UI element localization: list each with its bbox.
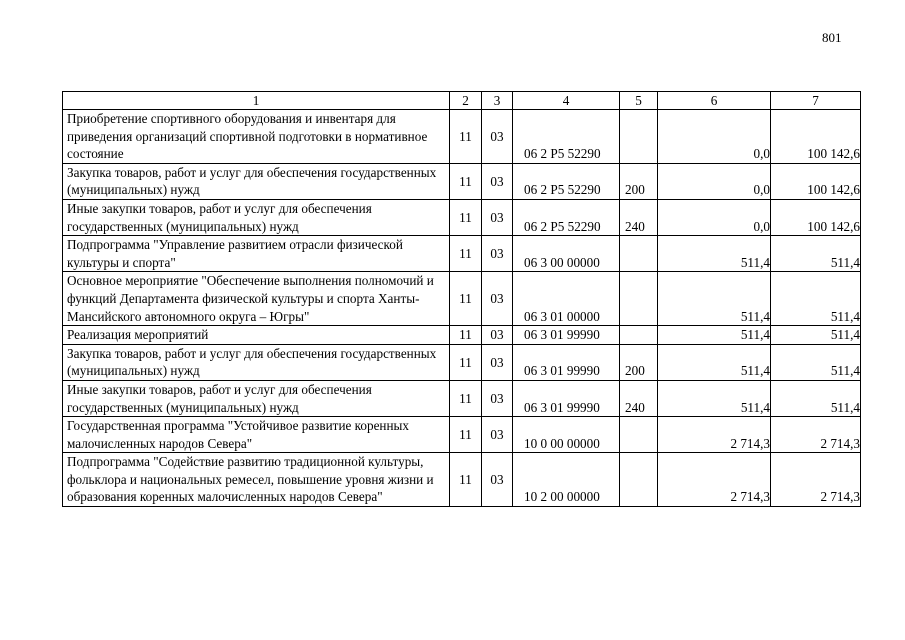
row-expense-type (620, 417, 658, 453)
page-number: 801 (822, 30, 842, 45)
row-section: 11 (450, 326, 482, 345)
row-subsection: 03 (482, 110, 513, 164)
row-section: 11 (450, 236, 482, 272)
row-expense-type: 200 (620, 163, 658, 199)
row-expense-type (620, 110, 658, 164)
row-subsection: 03 (482, 199, 513, 235)
row-amount-2: 2 714,3 (771, 453, 861, 507)
header-col-2: 2 (450, 92, 482, 110)
row-target-code: 10 2 00 00000 (513, 453, 620, 507)
row-name: Закупка товаров, работ и услуг для обеспечения государственных (муниципальных) нужд (63, 344, 450, 380)
row-amount-2: 511,4 (771, 272, 861, 326)
row-amount-1: 0,0 (658, 163, 771, 199)
row-section: 11 (450, 163, 482, 199)
row-amount-1: 2 714,3 (658, 453, 771, 507)
row-amount-1: 511,4 (658, 344, 771, 380)
row-subsection: 03 (482, 272, 513, 326)
row-expense-type (620, 326, 658, 345)
table-row (63, 163, 861, 199)
row-subsection: 03 (482, 163, 513, 199)
row-name: Приобретение спортивного оборудования и инвентаря для приведения организаций спортивной подготовки в нормативное состояние (63, 110, 450, 164)
table-row (63, 272, 861, 326)
row-expense-type: 240 (620, 199, 658, 235)
table-row (63, 380, 861, 416)
table-row (63, 326, 861, 345)
row-name: Основное мероприятие "Обеспечение выполнения полномочий и функций Департамента физической культуры и спорта Ханты-Мансийского автономного округа – Югры" (63, 272, 450, 326)
row-target-code: 06 3 00 00000 (513, 236, 620, 272)
table-row (63, 110, 861, 164)
row-amount-2: 511,4 (771, 344, 861, 380)
row-expense-type (620, 236, 658, 272)
row-subsection: 03 (482, 453, 513, 507)
header-col-1: 1 (63, 92, 450, 110)
row-amount-2: 100 142,6 (771, 110, 861, 164)
row-amount-1: 511,4 (658, 272, 771, 326)
row-section: 11 (450, 344, 482, 380)
row-target-code: 10 0 00 00000 (513, 417, 620, 453)
header-row (63, 92, 861, 110)
row-amount-1: 0,0 (658, 110, 771, 164)
header-col-5: 5 (620, 92, 658, 110)
row-subsection: 03 (482, 236, 513, 272)
table-row (63, 417, 861, 453)
row-section: 11 (450, 110, 482, 164)
row-target-code: 06 3 01 99990 (513, 344, 620, 380)
header-col-7: 7 (771, 92, 861, 110)
row-section: 11 (450, 199, 482, 235)
row-name: Подпрограмма "Управление развитием отрасли физической культуры и спорта" (63, 236, 450, 272)
budget-table (62, 91, 861, 507)
row-amount-1: 2 714,3 (658, 417, 771, 453)
row-subsection: 03 (482, 380, 513, 416)
row-subsection: 03 (482, 417, 513, 453)
row-target-code: 06 2 P5 52290 (513, 199, 620, 235)
row-amount-1: 0,0 (658, 199, 771, 235)
row-amount-2: 2 714,3 (771, 417, 861, 453)
row-expense-type (620, 453, 658, 507)
row-subsection: 03 (482, 344, 513, 380)
table-row (63, 236, 861, 272)
row-amount-2: 511,4 (771, 236, 861, 272)
row-amount-2: 100 142,6 (771, 163, 861, 199)
row-amount-2: 100 142,6 (771, 199, 861, 235)
row-target-code: 06 2 P5 52290 (513, 163, 620, 199)
row-section: 11 (450, 453, 482, 507)
row-amount-1: 511,4 (658, 236, 771, 272)
row-expense-type: 200 (620, 344, 658, 380)
row-target-code: 06 3 01 99990 (513, 326, 620, 345)
row-amount-2: 511,4 (771, 326, 861, 345)
row-name: Реализация мероприятий (63, 326, 450, 345)
table-row (63, 344, 861, 380)
row-target-code: 06 3 01 99990 (513, 380, 620, 416)
row-subsection: 03 (482, 326, 513, 345)
row-expense-type: 240 (620, 380, 658, 416)
row-name: Иные закупки товаров, работ и услуг для обеспечения государственных (муниципальных) нужд (63, 199, 450, 235)
row-section: 11 (450, 272, 482, 326)
table-row (63, 199, 861, 235)
row-section: 11 (450, 380, 482, 416)
row-name: Закупка товаров, работ и услуг для обеспечения государственных (муниципальных) нужд (63, 163, 450, 199)
row-amount-2: 511,4 (771, 380, 861, 416)
header-col-6: 6 (658, 92, 771, 110)
row-section: 11 (450, 417, 482, 453)
header-col-4: 4 (513, 92, 620, 110)
row-expense-type (620, 272, 658, 326)
header-col-3: 3 (482, 92, 513, 110)
row-amount-1: 511,4 (658, 380, 771, 416)
row-name: Подпрограмма "Содействие развитию традиционной культуры, фольклора и национальных ремесел, повышение уровня жизни и образования коренных малочисленных народов Севера" (63, 453, 450, 507)
row-target-code: 06 3 01 00000 (513, 272, 620, 326)
row-amount-1: 511,4 (658, 326, 771, 345)
row-name: Государственная программа "Устойчивое развитие коренных малочисленных народов Севера" (63, 417, 450, 453)
row-name: Иные закупки товаров, работ и услуг для обеспечения государственных (муниципальных) нужд (63, 380, 450, 416)
row-target-code: 06 2 P5 52290 (513, 110, 620, 164)
table-row (63, 453, 861, 507)
